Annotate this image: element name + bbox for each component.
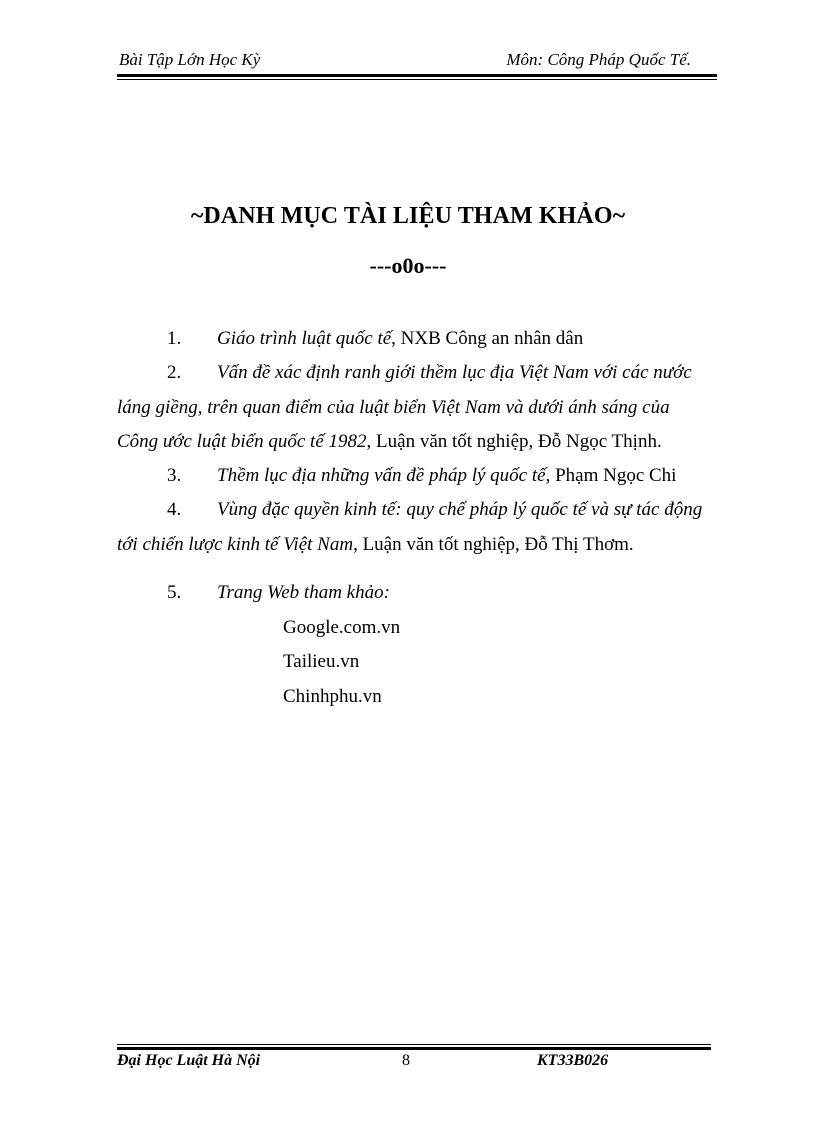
reference-line (217, 465, 676, 487)
header-course-label: Bài Tập Lớn Học Kỳ (119, 50, 261, 69)
reference-details: , Phạm Ngọc Chi (545, 465, 677, 486)
footer-student-id: KT33B026 (537, 1052, 609, 1069)
reference-number: 3. (167, 465, 182, 486)
reference-details: , Luận văn tốt nghiệp, Đỗ Ngọc Thịnh. (366, 431, 662, 452)
reference-title: Vấn đề xác định ranh giới thềm lục địa Việt Nam với các nước (217, 362, 692, 383)
reference-line (217, 582, 390, 604)
footer-university: Đại Học Luật Hà Nội (117, 1052, 261, 1069)
page-header (117, 50, 719, 72)
reference-title: Thềm lục địa những vấn đề pháp lý quốc tế (217, 465, 546, 486)
header-divider (117, 74, 717, 77)
reference-number: 5. (167, 582, 182, 603)
page-title: ~DANH MỤC TÀI LIỆU THAM KHẢO~ (190, 203, 626, 229)
reference-line (117, 397, 670, 419)
reference-line (217, 328, 583, 350)
footer-divider (117, 1047, 711, 1050)
page-subtitle-ornament: ---o0o--- (369, 253, 447, 278)
reference-number: 4. (167, 499, 182, 520)
reference-line (117, 431, 662, 453)
reference-title: Vùng đặc quyền kinh tế: quy chế pháp lý quốc tế và sự tác động (217, 499, 703, 520)
reference-title: láng giềng, trên quan điểm của luật biển Việt Nam và dưới ánh sáng của (117, 397, 670, 418)
website-link: Google.com.vn (283, 617, 401, 638)
header-subject-label: Môn: Công Pháp Quốc Tế. (506, 50, 691, 69)
reference-number: 1. (167, 328, 182, 349)
footer-divider-thin (117, 1044, 711, 1045)
website-link: Tailieu.vn (283, 651, 360, 672)
reference-number: 2. (167, 362, 182, 383)
reference-title: Công ước luật biển quốc tế 1982 (117, 431, 367, 452)
reference-details: , Luận văn tốt nghiệp, Đỗ Thị Thơm. (353, 534, 634, 555)
reference-line (217, 362, 692, 384)
page-number: 8 (402, 1052, 410, 1069)
header-divider-thin (117, 79, 717, 80)
reference-title: tới chiến lược kinh tế Việt Nam (117, 534, 354, 555)
reference-line (217, 499, 702, 521)
reference-line (117, 534, 634, 556)
website-link: Chinhphu.vn (283, 686, 382, 707)
reference-details: , NXB Công an nhân dân (391, 328, 584, 349)
reference-title: Giáo trình luật quốc tế (217, 328, 392, 349)
reference-title: Trang Web tham khảo: (217, 582, 390, 603)
